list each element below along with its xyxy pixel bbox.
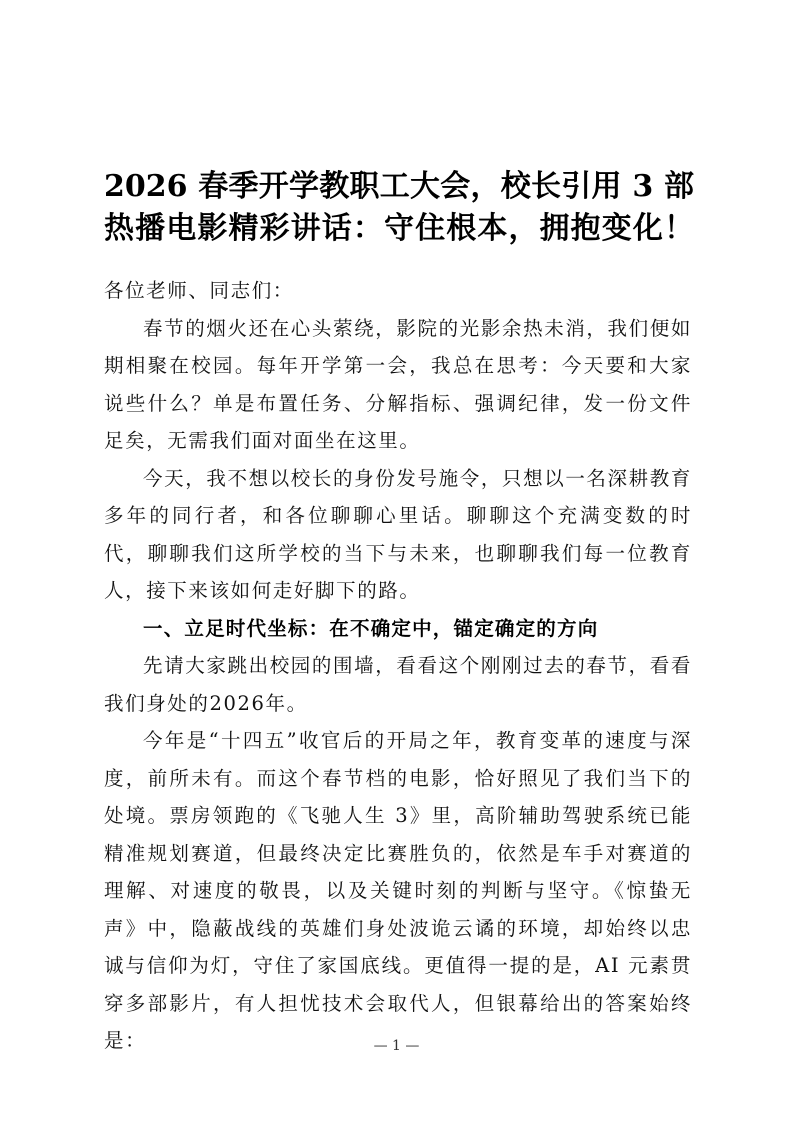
section-heading: 一、立足时代坐标：在不确定中，锚定确定的方向 [143,616,599,640]
document-title [104,166,694,250]
document-body [104,272,692,1060]
title-line-2: 热播电影精彩讲话：守住根本，拥抱变化！ [104,211,694,247]
salutation: 各位老师、同志们： [104,279,294,302]
paragraph: 春节的烟火还在心头萦绕，影院的光影余热未消，我们便如期相聚在校园。每年开学第一会，我总在思考：今天要和大家说些什么？单是布置任务、分解指标、强调纪律，发一份文件足矣，无需我们面对面坐在这里。 [104,316,692,452]
paragraph: 今天，我不想以校长的身份发号施令，只想以一名深耕教育多年的同行者，和各位聊聊心里话。聊聊这个充满变数的时代，聊聊我们这所学校的当下与未来，也聊聊我们每一位教育人，接下来该如何走好脚下的路。 [104,466,692,602]
paragraph: 今年是“十四五”收官后的开局之年，教育变革的速度与深度，前所未有。而这个春节档的电影，恰好照见了我们当下的处境。票房领跑的《飞驰人生 3》里，高阶辅助驾驶系统已能精准规划赛道，但最终决定比赛胜负的，依然是车手对赛道的理解、对速度的敬畏，以及关键时刻的判断与坚守。《惊蛰无声》中，隐蔽战线的英雄们身处波诡云谲的环境，却始终以忠诚与信仰为灯，守住了家国底线。更值得一提的是，AI 元素贯穿多部影片，有人担忧技术会取代人，但银幕给出的答案始终是： [104,729,692,1052]
page-number: — 1 — [373,1038,420,1054]
paragraph: 先请大家跳出校园的围墙，看看这个刚刚过去的春节，看看我们身处的2026年。 [104,654,692,715]
title-line-1: 2026 春季开学教职工大会，校长引用 3 部 [104,169,694,205]
